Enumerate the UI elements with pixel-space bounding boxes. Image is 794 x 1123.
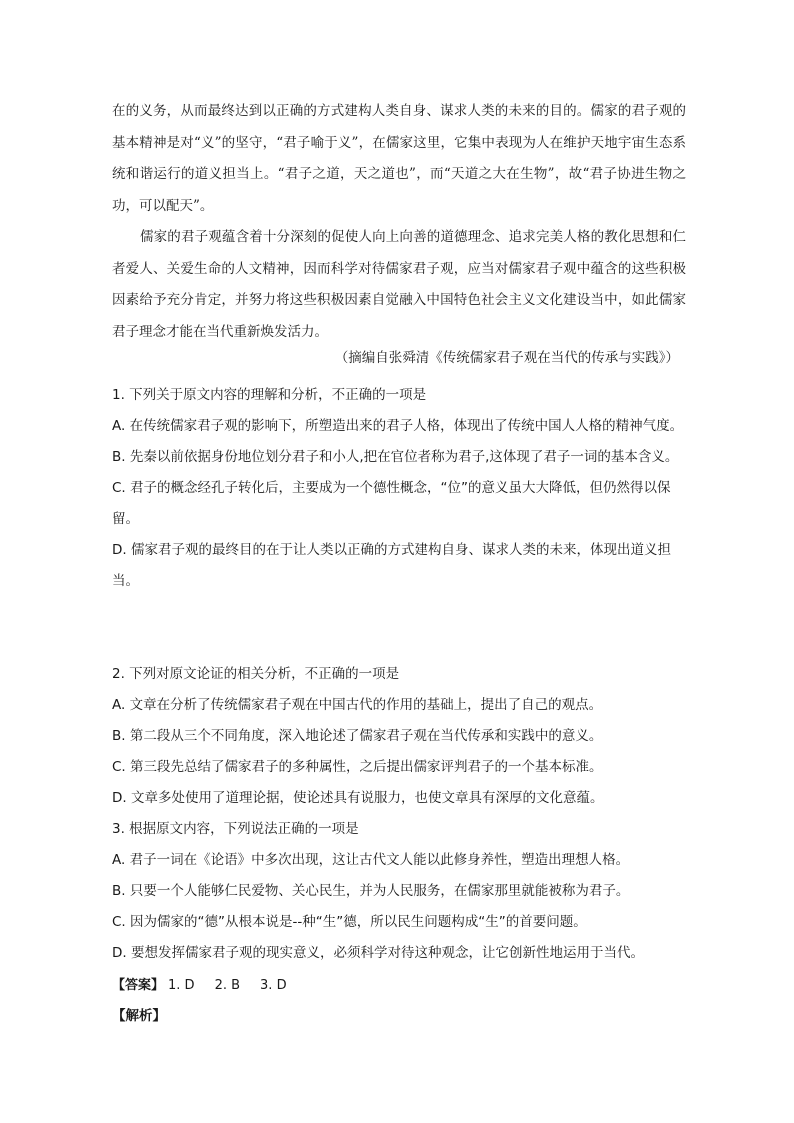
question-block-1 <box>112 380 686 597</box>
passage-source: （摘编自张舜清《传统儒家君子观在当代的传承与实践》） <box>334 350 679 366</box>
question-block-3 <box>112 814 686 969</box>
answer-item: 2. B <box>214 978 241 993</box>
question-stem: 3. 根据原文内容，下列说法正确的一项是 <box>112 821 359 837</box>
option-b: B. 先秦以前依据身份地位划分君子和小人,把在官位者称为君子,这体现了君子一词的基本含义。 <box>112 449 679 465</box>
option-d: D. 儒家君子观的最终目的在于让人类以正确的方式建构自身、谋求人类的未来，体现出道义担当。 <box>112 542 671 589</box>
option-b: B. 第二段从三个不同角度，深入地论述了儒家君子观在当代传承和实践中的意义。 <box>112 728 603 744</box>
option-c: C. 君子的概念经孔子转化后，主要成为一个德性概念，“位”的意义虽大大降低，但仍然得以保留。 <box>112 480 671 527</box>
answer-row <box>112 970 686 1001</box>
answer-item: 3. D <box>260 978 287 993</box>
analysis-row <box>112 1001 686 1032</box>
option-c: C. 因为儒家的“德”从根本说是--种“生”德，所以民生问题构成“生”的首要问题。 <box>112 914 587 930</box>
question-block-2 <box>112 659 686 814</box>
option-d: D. 文章多处使用了道理论据，使论述具有说服力，也使文章具有深厚的文化意蕴。 <box>112 790 604 806</box>
passage-paragraph-2: 儒家的君子观蕴含着十分深刻的促使人向上向善的道德理念、追求完美人格的教化思想和仁者爱人、关爱生命的人文精神，因而科学对待儒家君子观，应当对儒家君子观中蕴含的这些积极因素给予充分肯定，并努力将这些积极因素自觉融入中国特色社会主义文化建设当中，如此儒家君子理念才能在当代重新焕发活力。 <box>112 229 686 340</box>
option-a: A. 文章在分析了传统儒家君子观在中国古代的作用的基础上，提出了自己的观点。 <box>112 697 603 713</box>
analysis-tag: 【解析】 <box>112 1008 166 1024</box>
option-c: C. 第三段先总结了儒家君子的多种属性，之后提出儒家评判君子的一个基本标准。 <box>112 759 603 775</box>
option-a: A. 君子一词在《论语》中多次出现，这让古代文人能以此修身养性，塑造出理想人格。 <box>112 852 630 868</box>
question-stem: 2. 下列对原文论证的相关分析，不正确的一项是 <box>112 666 400 682</box>
question-stem: 1. 下列关于原文内容的理解和分析，不正确的一项是 <box>112 387 427 403</box>
option-d: D. 要想发挥儒家君子观的现实意义，必须科学对待这种观念，让它创新性地运用于当代。 <box>112 945 644 961</box>
answer-item: 1. D <box>168 978 195 993</box>
option-b: B. 只要一个人能够仁民爱物、关心民生，并为人民服务，在儒家那里就能被称为君子。 <box>112 883 630 899</box>
option-a: A. 在传统儒家君子观的影响下，所塑造出来的君子人格，体现出了传统中国人人格的精神气度。 <box>112 418 684 434</box>
answer-tag: 【答案】 <box>112 978 165 993</box>
passage-paragraph-1: 在的义务，从而最终达到以正确的方式建构人类自身、谋求人类的未来的目的。儒家的君子观的基本精神是对“义”的坚守，“君子喻于义”，在儒家这里，它集中表现为人在维护天地宇宙生态系统和谐运行的道义担当上。“君子之道，天之道也”，而“天道之大在生物”，故“君子协进生物之功，可以配天”。 <box>112 103 686 214</box>
